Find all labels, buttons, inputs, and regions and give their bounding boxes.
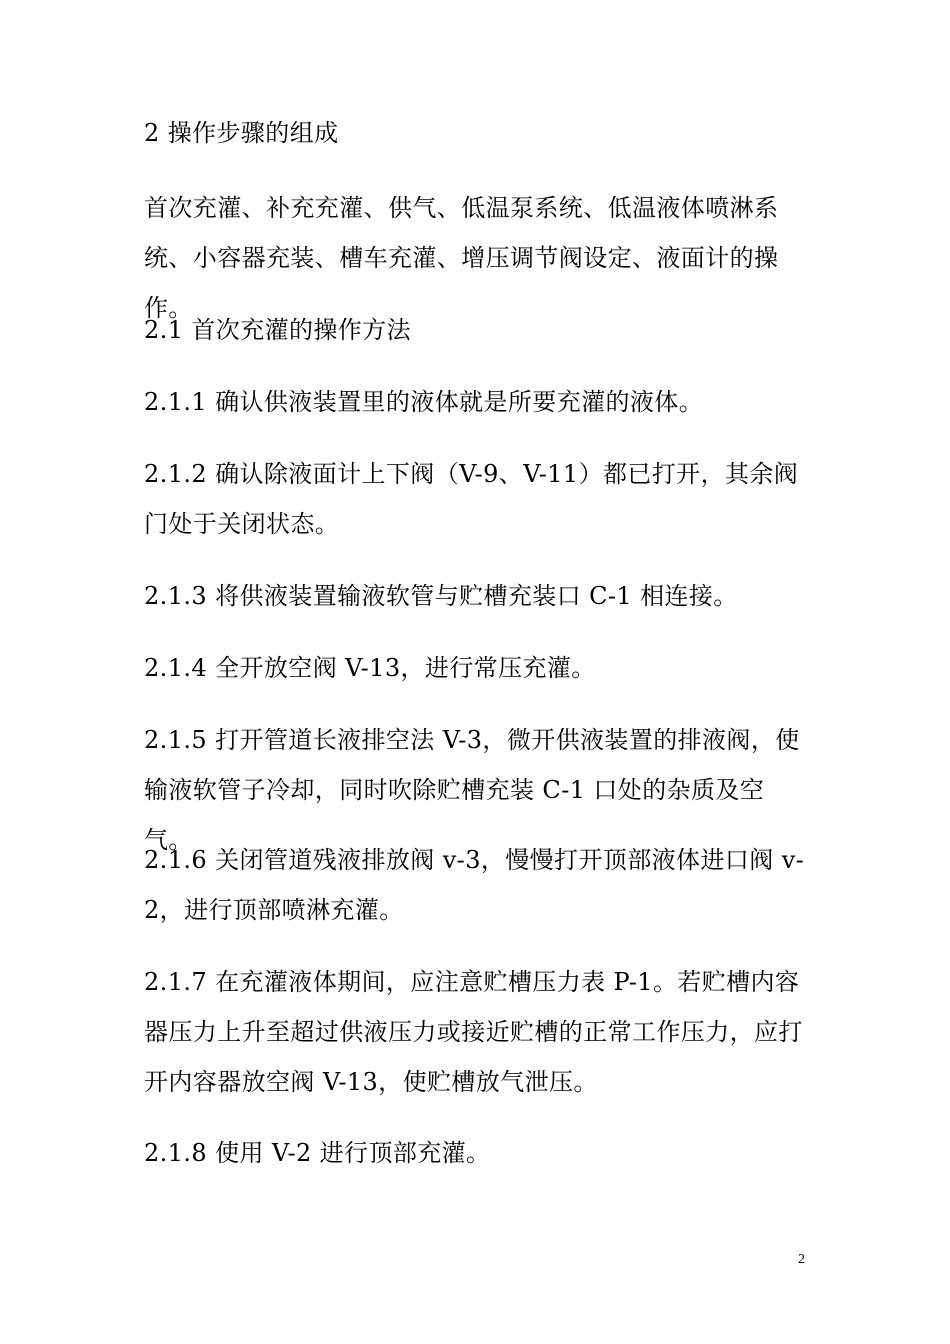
step-2-1-3: 2.1.3 将供液装置输液软管与贮槽充装口 C-1 相连接。: [144, 582, 738, 610]
page-number: 2: [798, 1252, 805, 1267]
paragraph-overview: 首次充灌、补充充灌、供气、低温泵系统、低温液体喷淋系统、小容器充装、槽车充灌、增压调节阀设定、液面计的操作。: [144, 194, 779, 322]
step-2-1-6: 2.1.6 关闭管道残液排放阀 v-3，慢慢打开顶部液体进口阀 v-2，进行顶部喷淋充灌。: [144, 846, 805, 924]
step-2-1-7: 2.1.7 在充灌液体期间，应注意贮槽压力表 P-1。若贮槽内容器压力上升至超过供液压力或接近贮槽的正常工作压力，应打开内容器放空阀 V-13，使贮槽放气泄压。: [144, 968, 803, 1096]
subsection-heading: 2.1 首次充灌的操作方法: [144, 316, 411, 344]
step-2-1-4: 2.1.4 全开放空阀 V-13，进行常压充灌。: [144, 654, 596, 682]
step-2-1-5: 2.1.5 打开管道长液排空法 V-3，微开供液装置的排液阀，使输液软管子冷却，同时吹除贮槽充装 C-1 口处的杂质及空气。: [144, 726, 800, 854]
section-heading: 2 操作步骤的组成: [144, 119, 339, 147]
step-2-1-8: 2.1.8 使用 V-2 进行顶部充灌。: [144, 1139, 491, 1167]
step-2-1-2: 2.1.2 确认除液面计上下阀（V-9、V-11）都已打开，其余阀门处于关闭状态。: [144, 460, 799, 538]
step-2-1-1: 2.1.1 确认供液装置里的液体就是所要充灌的液体。: [144, 388, 704, 416]
